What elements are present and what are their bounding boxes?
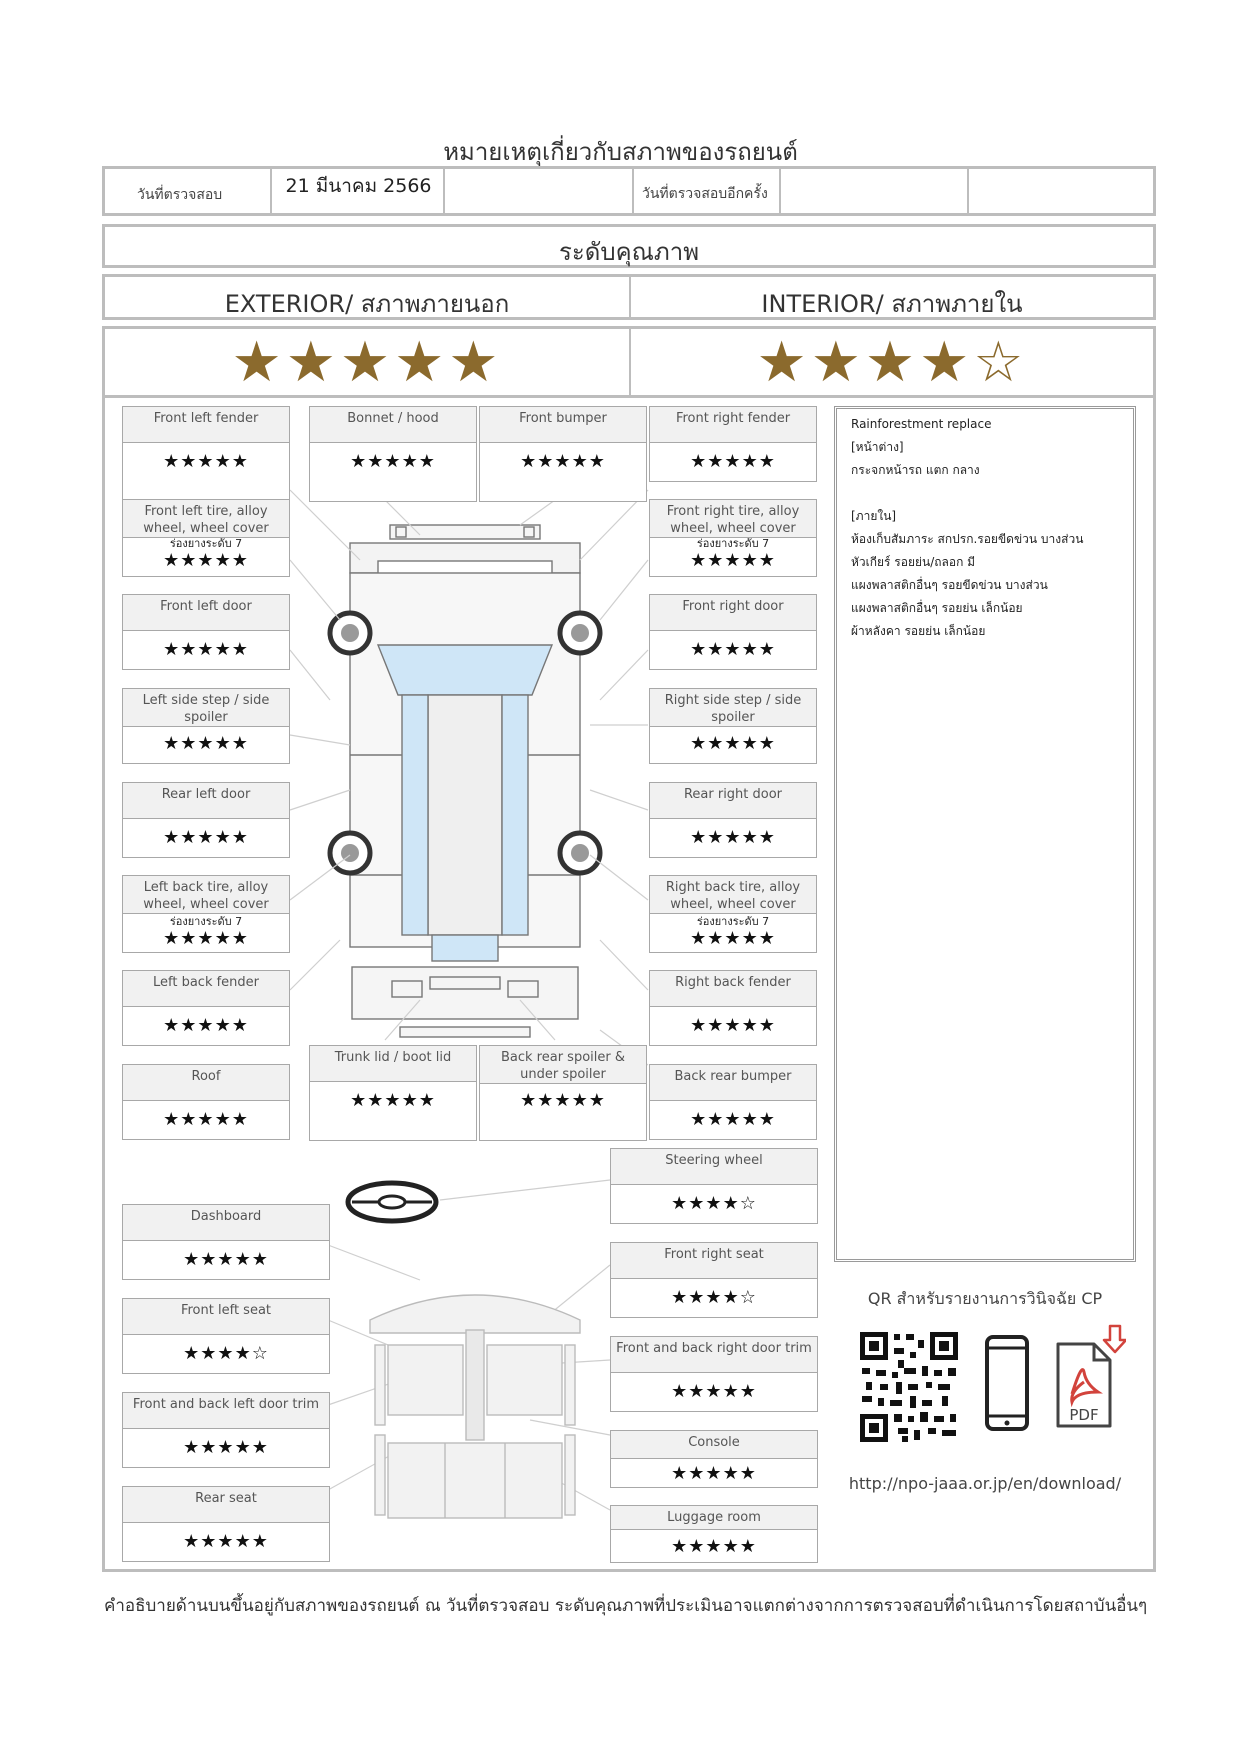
note-line: ห้องเก็บสัมภาระ สกปรก.รอยขีดข่วน บางส่วน [851, 532, 1084, 546]
part-box-luggage-room [610, 1505, 818, 1563]
note-line: หัวเกียร์ รอยย่น/ถลอก มี [851, 555, 976, 569]
part-stars: ★★★★★ [690, 1109, 776, 1130]
part-box-right-back-fender [649, 970, 817, 1046]
part-stars: ★★★★★ [163, 639, 249, 660]
part-stars: ★★★★★ [163, 928, 249, 949]
part-stars: ★★★★★ [671, 1463, 757, 1484]
part-stars: ★★★★★ [163, 1015, 249, 1036]
exterior-rating-stars: ★★★★★ [231, 330, 503, 395]
part-name: Front right seat [611, 1243, 817, 1279]
document-title: หมายเหตุเกี่ยวกับสภาพของรถยนต์ [443, 138, 798, 166]
part-name: Trunk lid / boot lid [310, 1046, 476, 1082]
part-name: Rear seat [123, 1487, 329, 1523]
part-name: Roof [123, 1065, 289, 1101]
part-box-left-back-tire [122, 875, 290, 953]
part-name: Right side step / side spoiler [650, 689, 816, 727]
part-stars: ★★★★★ [520, 1090, 606, 1111]
part-stars: ★★★★★ [163, 451, 249, 472]
part-name: Front left door [123, 595, 289, 631]
part-box-bonnet [309, 406, 477, 502]
tread-depth: ร่องยางระดับ 7 [696, 537, 770, 550]
part-stars: ★★★★★ [671, 1536, 757, 1557]
part-box-front-left-door [122, 594, 290, 670]
note-line: แผงพลาสติกอื่นๆ รอยย่น เล็กน้อย [851, 601, 1023, 615]
steering-wheel-icon [344, 1178, 440, 1226]
part-box-roof [122, 1064, 290, 1140]
part-name: Front right fender [650, 407, 816, 443]
part-box-left-side-step [122, 688, 290, 764]
part-box-front-left-seat [122, 1298, 330, 1374]
quality-label: ระดับคุณภาพ [558, 238, 700, 266]
part-stars: ★★★★★ [690, 639, 776, 660]
tread-depth: ร่องยางระดับ 7 [696, 915, 770, 928]
part-name: Bonnet / hood [310, 407, 476, 443]
part-box-right-back-tire [649, 875, 817, 953]
part-box-front-right-fender [649, 406, 817, 482]
part-name: Front bumper [480, 407, 646, 443]
part-name: Front left seat [123, 1299, 329, 1335]
part-stars: ★★★★★ [690, 451, 776, 472]
tread-depth: ร่องยางระดับ 7 [169, 537, 243, 550]
part-name: Front left tire, alloy wheel, wheel cover [123, 500, 289, 538]
qr-code-icon[interactable] [858, 1330, 960, 1444]
part-box-right-side-step [649, 688, 817, 764]
part-stars: ★★★★☆ [671, 1193, 757, 1214]
interior-label: INTERIOR/ สภาพภายใน [761, 290, 1023, 318]
part-stars: ★★★★★ [183, 1531, 269, 1552]
part-name: Console [611, 1431, 817, 1459]
part-box-console [610, 1430, 818, 1488]
part-name: Steering wheel [611, 1149, 817, 1185]
part-box-front-left-tire [122, 499, 290, 577]
note-line: [ภายใน] [851, 509, 897, 523]
part-name: Rear left door [123, 783, 289, 819]
part-name: Left back tire, alloy wheel, wheel cover [123, 876, 289, 914]
part-stars: ★★★★☆ [183, 1343, 269, 1364]
part-name: Front right tire, alloy wheel, wheel cover [650, 500, 816, 538]
inspection-date: 21 มีนาคม 2566 [285, 175, 432, 197]
part-stars: ★★★★★ [671, 1381, 757, 1402]
part-stars: ★★★★☆ [671, 1287, 757, 1308]
part-stars: ★★★★★ [163, 1109, 249, 1130]
part-box-back-rear-bumper [649, 1064, 817, 1140]
part-box-left-back-fender [122, 970, 290, 1046]
part-box-rear-left-door [122, 782, 290, 858]
interior-diagram-icon [360, 1275, 590, 1525]
part-name: Left back fender [123, 971, 289, 1007]
part-name: Right back tire, alloy wheel, wheel cover [650, 876, 816, 914]
part-name: Back rear spoiler & under spoiler [480, 1046, 646, 1084]
part-name: Rear right door [650, 783, 816, 819]
note-line: [หน้าต่าง] [851, 440, 904, 454]
part-stars: ★★★★★ [520, 451, 606, 472]
part-stars: ★★★★★ [690, 928, 776, 949]
reinspection-label: วันที่ตรวจสอบอีกครั้ง [642, 186, 768, 202]
download-url-link[interactable]: http://npo-jaaa.or.jp/en/download/ [848, 1474, 1122, 1493]
pdf-download-icon[interactable] [1054, 1322, 1126, 1430]
part-stars: ★★★★★ [183, 1437, 269, 1458]
part-box-back-rear-spoiler [479, 1045, 647, 1141]
part-box-left-door-trim [122, 1392, 330, 1468]
footer-disclaimer: คำอธิบายด้านบนขึ้นอยู่กับสภาพของรถยนต์ ณ วันที่ตรวจสอบ ระดับคุณภาพที่ประเมินอาจแตกต่างจากการตรวจสอบที่ดำเนินการโดยสถาบันอื่นๆ [104, 1596, 1148, 1616]
part-name: Right back fender [650, 971, 816, 1007]
part-name: Front left fender [123, 407, 289, 443]
part-stars: ★★★★★ [690, 1015, 776, 1036]
smartphone-icon [984, 1334, 1030, 1432]
part-stars: ★★★★★ [163, 550, 249, 571]
part-stars: ★★★★★ [690, 733, 776, 754]
part-stars: ★★★★★ [163, 827, 249, 848]
part-stars: ★★★★★ [183, 1249, 269, 1270]
note-line: Rainforestment replace [851, 417, 992, 431]
exterior-label: EXTERIOR/ สภาพภายนอก [224, 290, 510, 318]
part-box-front-bumper [479, 406, 647, 502]
note-line: แผงพลาสติกอื่นๆ รอยขีดข่วน บางส่วน [851, 578, 1048, 592]
part-stars: ★★★★★ [163, 733, 249, 754]
part-name: Dashboard [123, 1205, 329, 1241]
part-box-dashboard [122, 1204, 330, 1280]
note-line: ผ้าหลังคา รอยย่น เล็กน้อย [851, 624, 986, 638]
part-box-rear-right-door [649, 782, 817, 858]
interior-rating-stars: ★★★★☆ [756, 330, 1028, 395]
part-name: Front and back right door trim [611, 1337, 817, 1373]
part-stars: ★★★★★ [350, 1090, 436, 1111]
part-box-front-left-fender [122, 406, 290, 502]
note-line: กระจกหน้ารถ แตก กลาง [851, 463, 980, 477]
part-box-front-right-tire [649, 499, 817, 577]
part-stars: ★★★★★ [690, 550, 776, 571]
pdf-label: PDF [1069, 1406, 1099, 1424]
part-name: Luggage room [611, 1506, 817, 1530]
part-box-right-door-trim [610, 1336, 818, 1412]
part-name: Front right door [650, 595, 816, 631]
part-box-rear-seat [122, 1486, 330, 1562]
inspection-date-label: วันที่ตรวจสอบ [137, 187, 223, 203]
part-stars: ★★★★★ [350, 451, 436, 472]
part-name: Back rear bumper [650, 1065, 816, 1101]
part-name: Front and back left door trim [123, 1393, 329, 1429]
part-name: Left side step / side spoiler [123, 689, 289, 727]
part-box-steering-wheel [610, 1148, 818, 1224]
qr-label: QR สำหรับรายงานการวินิจฉัย CP [867, 1289, 1103, 1308]
part-box-front-right-door [649, 594, 817, 670]
part-box-front-right-seat [610, 1242, 818, 1318]
part-box-trunk-lid [309, 1045, 477, 1141]
tread-depth: ร่องยางระดับ 7 [169, 915, 243, 928]
part-stars: ★★★★★ [690, 827, 776, 848]
